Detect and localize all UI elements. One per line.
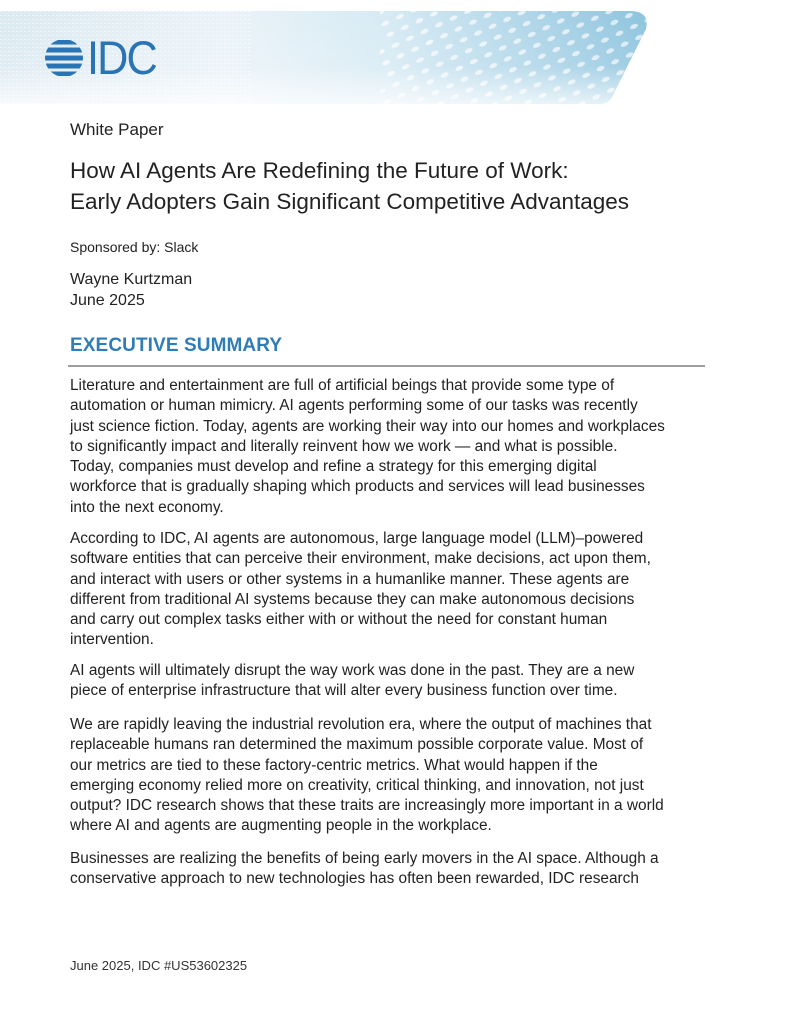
text-line: different from traditional AI systems because they can make autonomous decisions: [70, 590, 635, 608]
text-line: conservative approach to new technologies has often been rewarded, IDC research: [70, 870, 639, 888]
logo-text: IDC: [87, 31, 156, 84]
text-line: to significantly impact and literally reinvent how we work — and what is possible.: [70, 437, 618, 455]
text-line: just science fiction. Today, agents are working their way into our homes and workplaces: [70, 417, 665, 435]
text-line: replaceable humans ran determined the maximum possible corporate value. Most of: [70, 736, 644, 754]
text-line: output? IDC research shows that these traits are increasingly more important in a world: [70, 797, 664, 815]
paragraph: [70, 376, 665, 518]
text-line: Businesses are realizing the benefits of being early movers in the AI space. Although a: [70, 850, 659, 867]
title-line: How AI Agents Are Redefining the Future of Work:: [70, 158, 569, 183]
text-line: Literature and entertainment are full of artificial beings that provide some type of: [70, 377, 615, 394]
text-line: workforce that is gradually shaping which products and services will lead businesses: [70, 478, 645, 496]
page-footer: June 2025, IDC #US53602325: [70, 958, 248, 973]
text-line: We are rapidly leaving the industrial revolution era, where the output of machines that: [70, 716, 652, 733]
text-line: where AI and agents are augmenting people in the workplace.: [70, 817, 492, 835]
text-line: automation or human mimicry. AI agents performing some of our tasks was recently: [70, 397, 638, 415]
publish-date: June 2025: [70, 292, 145, 309]
paragraph: [70, 661, 634, 702]
text-line: our metrics are tied to these factory-centric metrics. What would happen if the: [70, 756, 598, 774]
title-line: Early Adopters Gain Significant Competitive Advantages: [70, 189, 630, 214]
text-line: According to IDC, AI agents are autonomous, large language model (LLM)–powered: [70, 530, 644, 547]
text-line: Today, companies must develop and refine a strategy for this emerging digital: [70, 458, 597, 476]
document-type: White Paper: [70, 120, 164, 139]
text-line: intervention.: [70, 631, 154, 649]
text-line: and interact with users or other systems in a humanlike manner. These agents are: [70, 570, 630, 588]
author-name: Wayne Kurtzman: [70, 271, 193, 288]
text-line: emerging economy relied more on creativity, critical thinking, and innovation, not just: [70, 776, 644, 794]
author-block: [70, 269, 192, 311]
text-line: piece of enterprise infrastructure that will alter every business function over time.: [70, 682, 618, 700]
idc-logo: [44, 31, 162, 84]
sponsor-line: Sponsored by: Slack: [70, 239, 199, 255]
section-heading: EXECUTIVE SUMMARY: [70, 335, 283, 356]
text-line: and carry out complex tasks either with or without the need for constant human: [70, 611, 608, 629]
paragraph: [70, 715, 664, 837]
paragraph: [70, 849, 659, 890]
text-line: into the next economy.: [70, 498, 224, 516]
globe-icon: [44, 38, 84, 78]
text-line: AI agents will ultimately disrupt the way work was done in the past. They are a new: [70, 662, 635, 679]
paragraph: [70, 529, 651, 651]
section-divider: [68, 365, 705, 367]
document-title: [70, 155, 629, 217]
text-line: software entities that can perceive their environment, make decisions, act upon them,: [70, 550, 651, 568]
